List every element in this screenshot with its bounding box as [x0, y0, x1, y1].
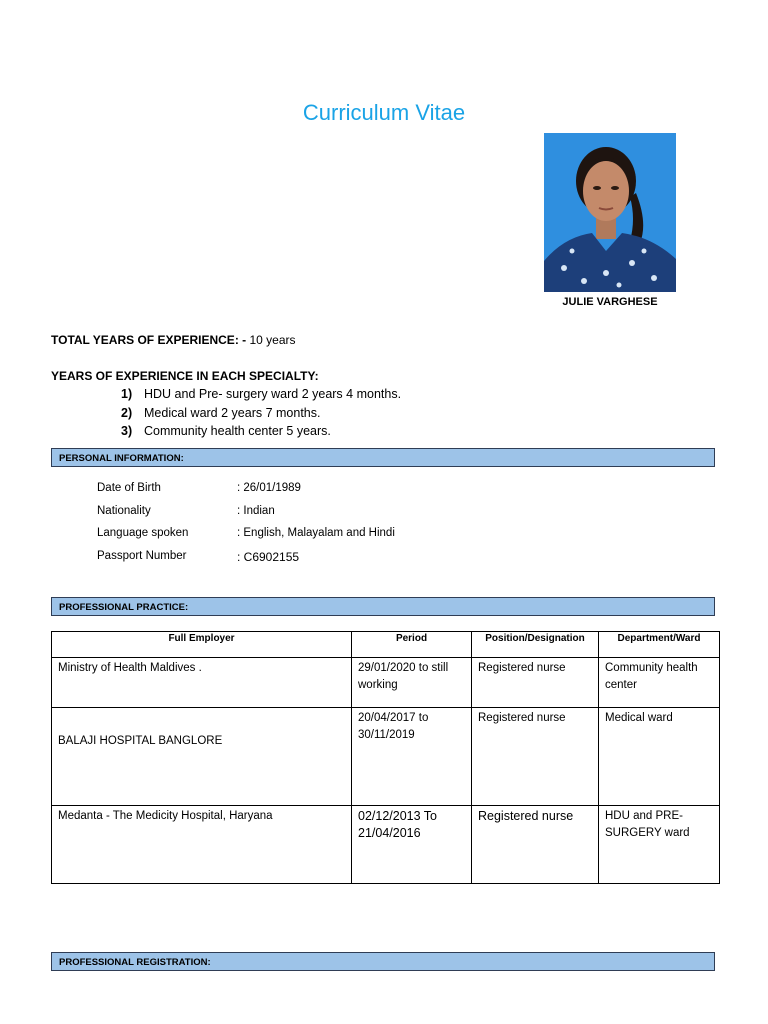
nationality-value: : Indian	[237, 505, 275, 517]
profile-photo	[544, 133, 676, 292]
position-cell: Registered nurse	[472, 658, 599, 708]
dob-value: : 26/01/1989	[237, 482, 301, 494]
specialty-heading: YEARS OF EXPERIENCE IN EACH SPECIALTY:	[51, 369, 319, 383]
list-text: Medical ward 2 years 7 months.	[144, 405, 321, 420]
column-header: Period	[352, 632, 472, 658]
department-cell: HDU and PRE-SURGERY ward	[599, 806, 720, 884]
dob-label: Date of Birth	[97, 482, 161, 494]
period-cell: 02/12/2013 To 21/04/2016	[352, 806, 472, 884]
professional-practice-heading: PROFESSIONAL PRACTICE:	[51, 597, 715, 616]
period-cell: 20/04/2017 to 30/11/2019	[352, 708, 472, 806]
column-header: Full Employer	[52, 632, 352, 658]
position-cell: Registered nurse	[472, 708, 599, 806]
list-text: Community health center 5 years.	[144, 424, 331, 438]
column-header: Position/Designation	[472, 632, 599, 658]
language-label: Language spoken	[97, 527, 189, 539]
list-text: HDU and Pre- surgery ward 2 years 4 months.	[144, 387, 402, 401]
language-value: : English, Malayalam and Hindi	[237, 527, 395, 539]
list-number: 2)	[121, 405, 133, 420]
list-item	[121, 385, 401, 404]
total-experience	[51, 333, 296, 347]
employment-table	[51, 631, 720, 884]
table-row	[52, 708, 720, 806]
employer-cell: Ministry of Health Maldives .	[52, 658, 352, 708]
table-header-row	[52, 632, 720, 658]
list-item	[121, 422, 401, 441]
employer-cell: BALAJI HOSPITAL BANGLORE	[52, 708, 352, 806]
department-cell: Medical ward	[599, 708, 720, 806]
table-row	[52, 806, 720, 884]
table-row	[52, 658, 720, 708]
period-cell: 29/01/2020 to still working	[352, 658, 472, 708]
employer-cell: Medanta - The Medicity Hospital, Haryana	[52, 806, 352, 884]
position-cell: Registered nurse	[472, 806, 599, 884]
profile-photo-image	[544, 133, 676, 292]
total-experience-label: TOTAL YEARS OF EXPERIENCE: -	[51, 333, 247, 347]
total-experience-value: 10 years	[249, 333, 296, 347]
cv-title: Curriculum Vitae	[302, 100, 466, 125]
passport-label: Passport Number	[97, 550, 187, 562]
specialty-list	[121, 385, 401, 441]
list-item	[121, 404, 401, 423]
personal-info-heading: PERSONAL INFORMATION:	[51, 448, 715, 467]
passport-value: : C6902155	[237, 550, 300, 564]
list-number: 1)	[121, 387, 133, 401]
professional-registration-heading: PROFESSIONAL REGISTRATION:	[51, 952, 715, 971]
department-cell: Community health center	[599, 658, 720, 708]
column-header: Department/Ward	[599, 632, 720, 658]
list-number: 3)	[121, 424, 133, 438]
nationality-label: Nationality	[97, 505, 151, 517]
candidate-name: JULIE VARGHESE	[562, 296, 658, 308]
